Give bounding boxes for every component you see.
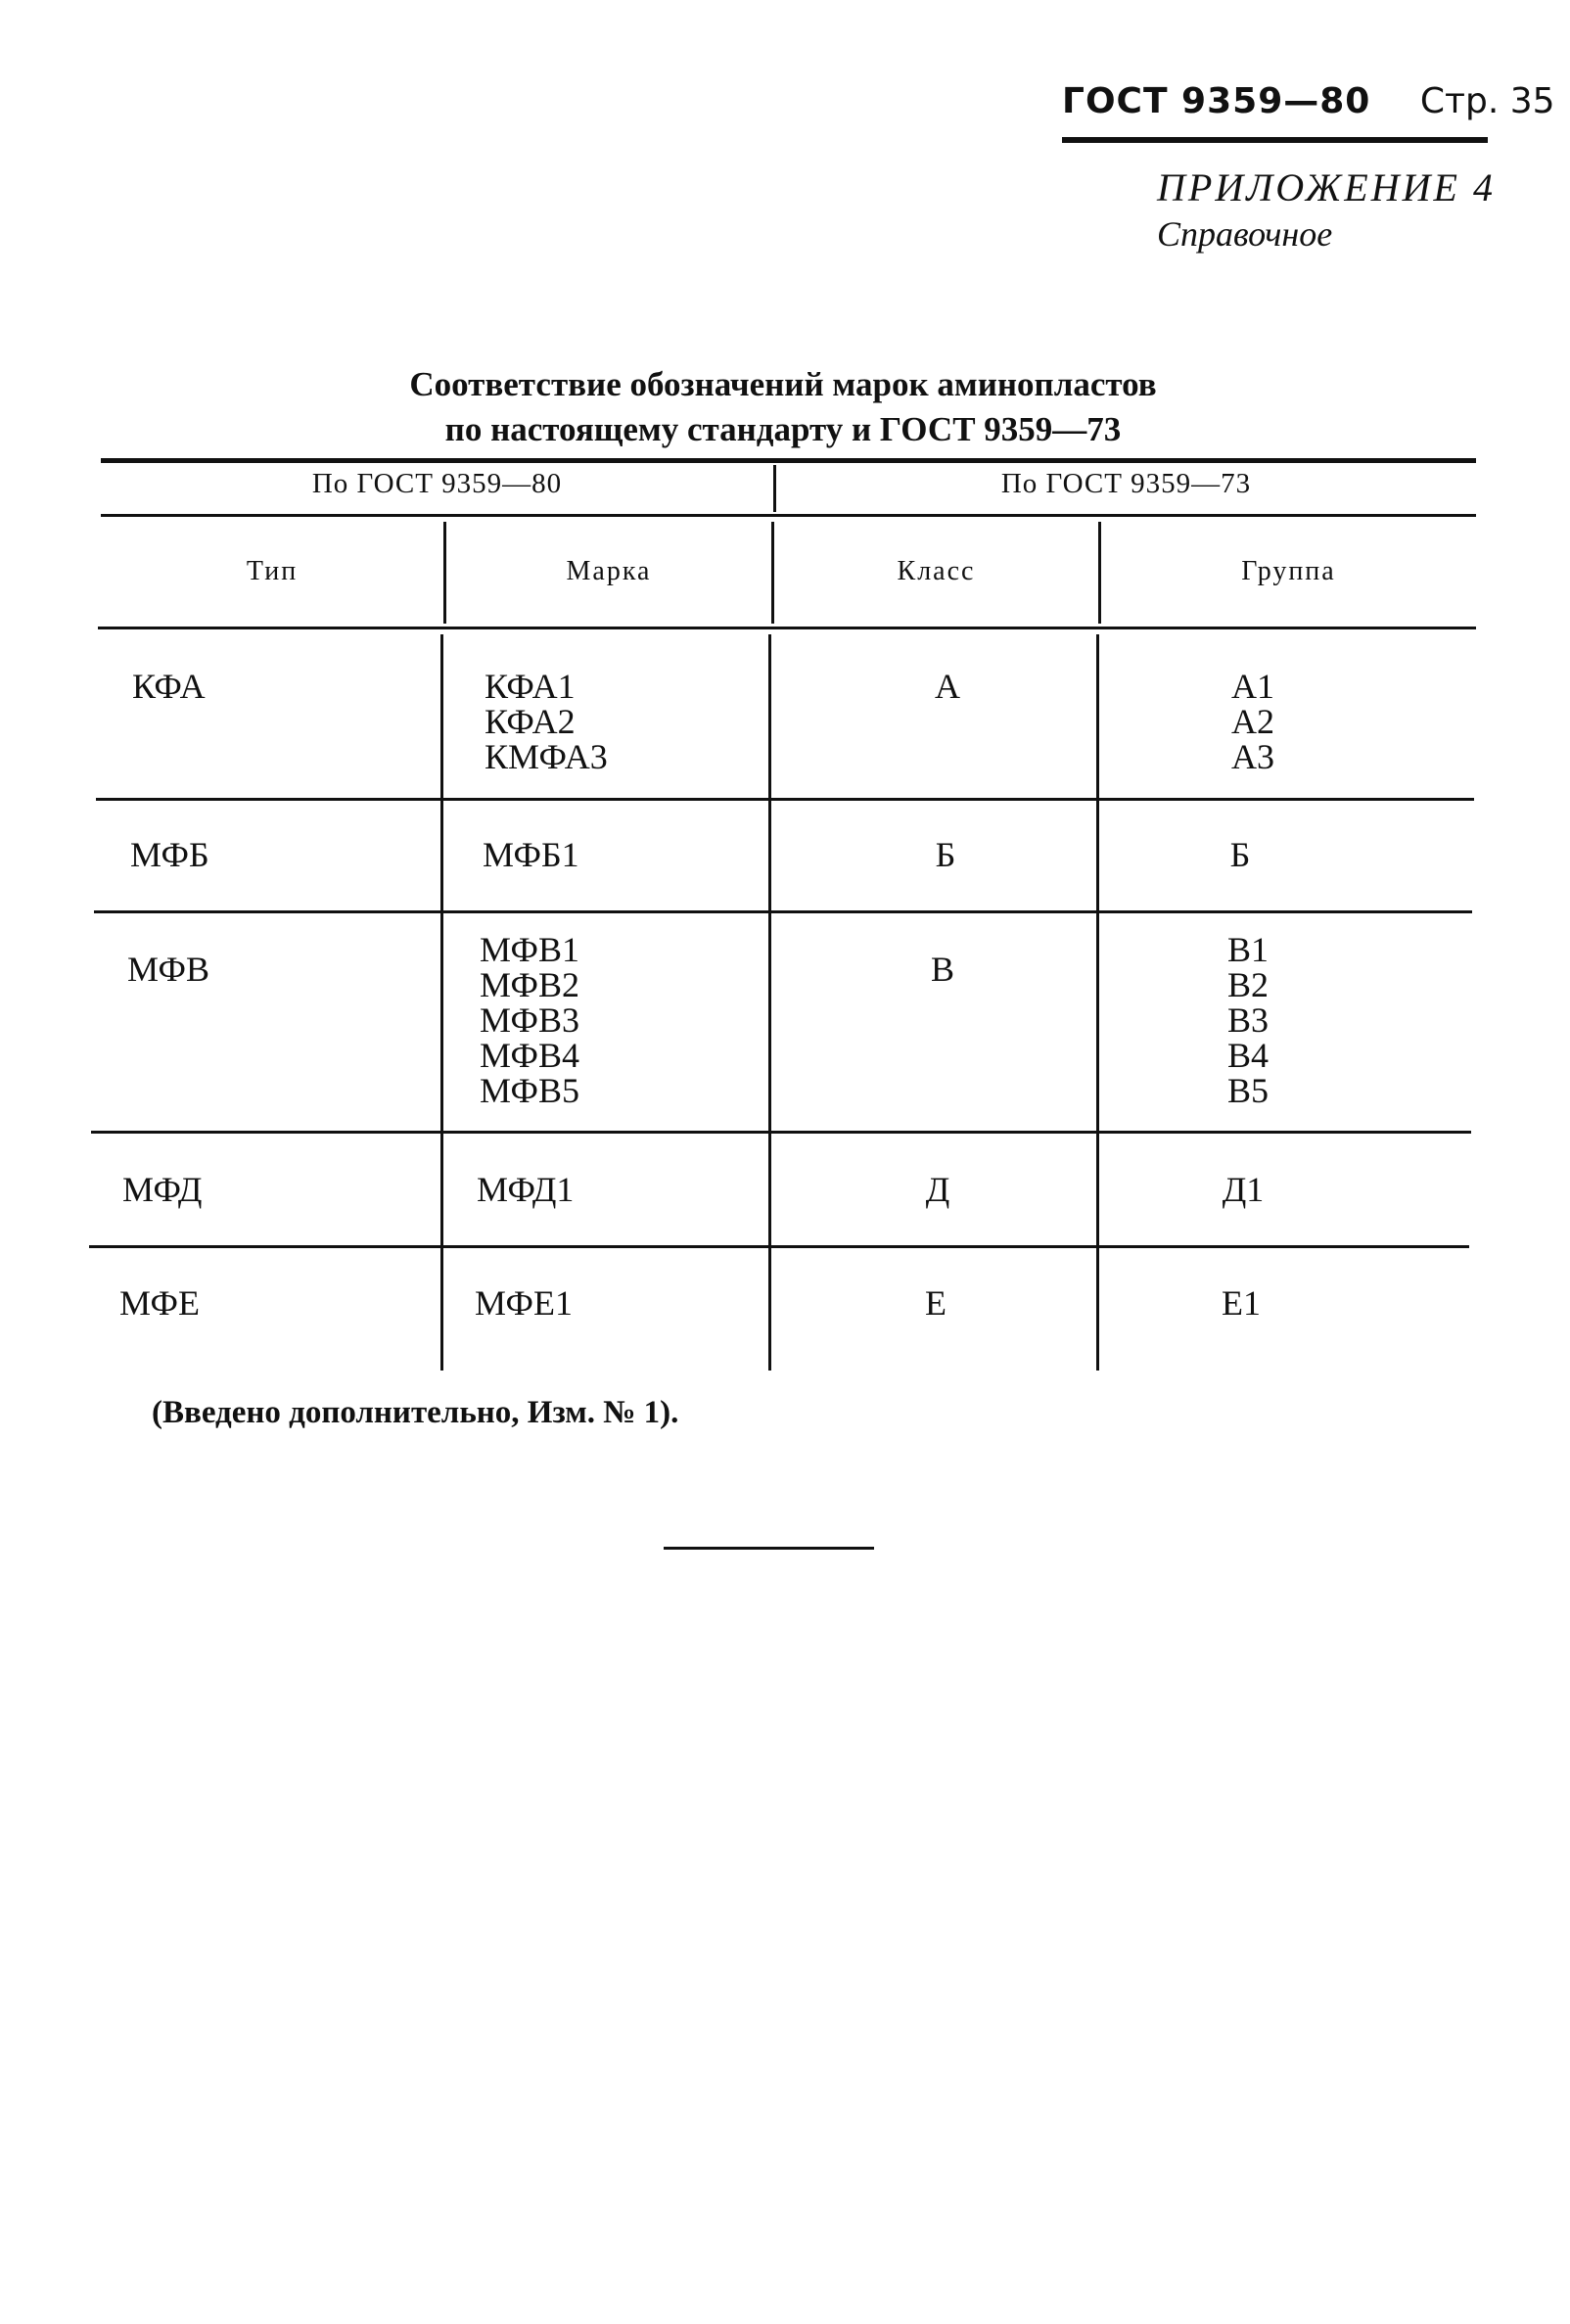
column-header-group: Группа <box>1241 556 1336 586</box>
table-top-rule <box>101 458 1476 463</box>
group-header-rule <box>101 514 1476 517</box>
group-item: А1 <box>1231 667 1274 706</box>
cell-type: МФВ <box>127 950 209 989</box>
grade-item: МФВ4 <box>480 1036 579 1075</box>
group-item: А2 <box>1231 702 1274 741</box>
cell-type: МФБ <box>130 835 209 874</box>
cell-type: МФД <box>122 1170 203 1209</box>
cell-groups <box>1175 669 1331 774</box>
cell-class: Б <box>935 835 956 874</box>
group-header-gost-73: По ГОСТ 9359—73 <box>1000 468 1252 499</box>
grade-item: МФД1 <box>477 1170 575 1209</box>
grade-item: МФВ3 <box>480 1000 579 1040</box>
caption-line-2: по настоящему стандарту и ГОСТ 9359—73 <box>444 410 1122 448</box>
cell-grades <box>477 1172 574 1207</box>
group-item: В5 <box>1226 1071 1269 1110</box>
group-item: Д1 <box>1222 1170 1265 1209</box>
cell-groups <box>1162 837 1318 872</box>
group-item: В4 <box>1226 1036 1269 1075</box>
group-item: В2 <box>1226 965 1269 1004</box>
row-rule <box>91 1131 1471 1134</box>
cell-grades <box>483 837 579 872</box>
cell-groups <box>1165 1172 1321 1207</box>
grade-item: МФВ1 <box>480 930 579 969</box>
appendix-title: ПРИЛОЖЕНИЕ 4 <box>1157 165 1496 209</box>
grade-item: МФЕ1 <box>475 1283 573 1323</box>
grade-item: МФВ2 <box>480 965 579 1004</box>
cell-type: КФА <box>132 667 206 706</box>
column-divider <box>440 634 443 1371</box>
cell-class: Д <box>925 1170 950 1209</box>
end-rule <box>664 1547 874 1550</box>
standard-number: ГОСТ 9359—80 <box>1062 81 1371 121</box>
group-item: В3 <box>1226 1000 1269 1040</box>
group-header-gost-80: По ГОСТ 9359—80 <box>311 468 563 499</box>
row-rule <box>89 1245 1469 1248</box>
grade-item: МФВ5 <box>480 1071 579 1110</box>
cell-grades <box>485 669 608 774</box>
cell-groups <box>1163 1285 1319 1321</box>
group-item: В1 <box>1226 930 1269 969</box>
row-rule <box>96 798 1474 801</box>
page-number: Стр. 35 <box>1419 81 1555 121</box>
amendment-note: (Введено дополнительно, Изм. № 1). <box>152 1395 679 1430</box>
column-header-type: Тип <box>246 556 299 586</box>
column-header-rule <box>98 627 1476 629</box>
cell-type: МФЕ <box>119 1283 200 1323</box>
running-header <box>1062 76 1555 143</box>
appendix-kind: Справочное <box>1157 214 1333 254</box>
column-header-class: Класс <box>897 556 976 586</box>
group-item: Е1 <box>1222 1283 1261 1323</box>
caption-line-1: Соответствие обозначений марок аминопластов <box>409 365 1157 403</box>
cell-class: Е <box>925 1283 947 1323</box>
group-item: А3 <box>1231 737 1274 776</box>
cell-class: А <box>935 667 960 706</box>
group-item: Б <box>1229 835 1251 874</box>
cell-class: В <box>930 950 954 989</box>
grade-item: МФБ1 <box>483 835 579 874</box>
cell-grades <box>480 932 579 1108</box>
grade-item: КФА1 <box>485 667 576 706</box>
column-divider <box>768 634 771 1371</box>
cell-groups <box>1170 932 1326 1108</box>
grade-item: КФА2 <box>485 702 576 741</box>
column-header-grade: Марка <box>566 556 652 586</box>
column-divider <box>1096 634 1099 1371</box>
table-caption <box>294 362 1272 452</box>
grade-item: КМФА3 <box>485 737 608 776</box>
cell-grades <box>475 1285 573 1321</box>
row-rule <box>94 910 1472 913</box>
